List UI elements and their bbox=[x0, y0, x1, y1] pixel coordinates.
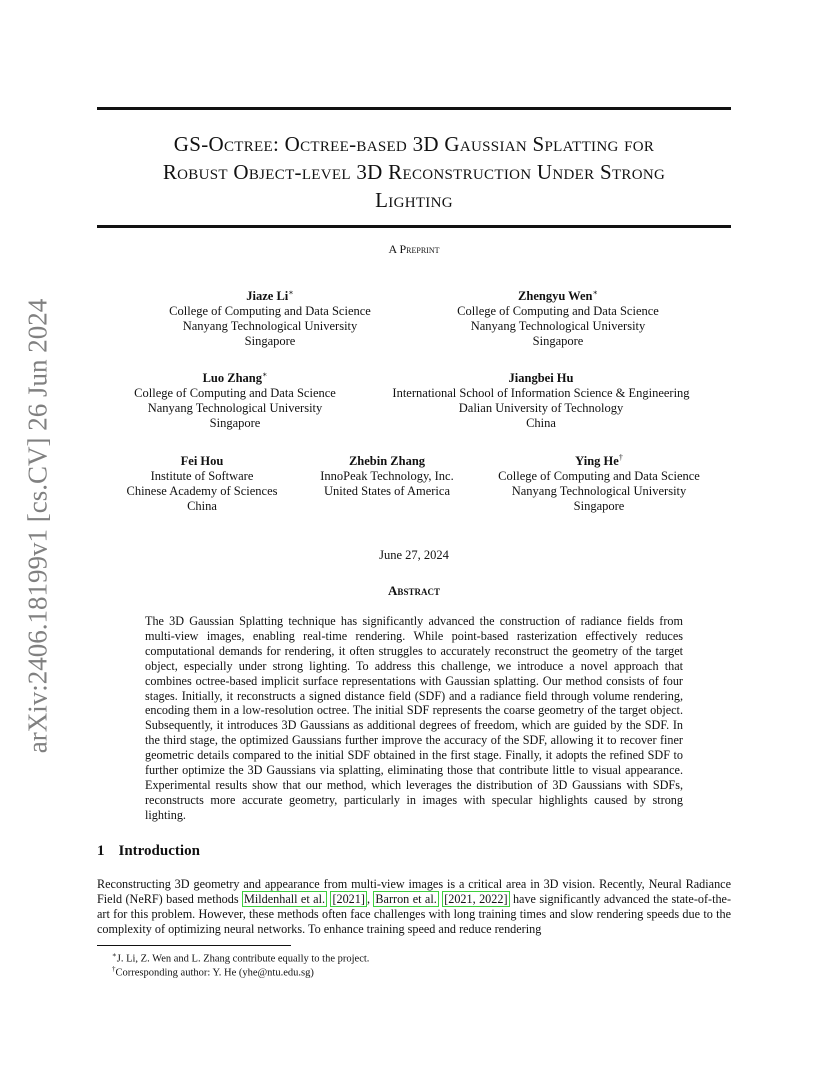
author-affiliation: College of Computing and Data Science bbox=[169, 304, 371, 319]
citation-link[interactable]: [2021, 2022] bbox=[444, 891, 508, 906]
author-affiliation: Dalian University of Technology bbox=[458, 401, 624, 416]
author-affiliation: International School of Information Science & Engineering bbox=[392, 386, 690, 401]
author-affiliation: College of Computing and Data Science bbox=[457, 304, 659, 319]
author-affiliation: Singapore bbox=[532, 334, 584, 349]
footnote-mark: † bbox=[112, 965, 116, 973]
title-top-rule bbox=[97, 107, 731, 110]
author-affiliation: College of Computing and Data Science bbox=[498, 469, 700, 484]
citation-link[interactable]: Mildenhall et al. bbox=[244, 891, 325, 906]
footnote-text: Corresponding author: Y. He (yhe@ntu.edu.sg) bbox=[115, 967, 314, 979]
title-line-2: Robust Object-level 3D Reconstruction Under Strong bbox=[162, 160, 666, 184]
footnote bbox=[112, 963, 314, 980]
author-name: Jiaze Li∗ bbox=[246, 288, 294, 304]
author-block bbox=[480, 450, 718, 514]
title-line-3: Lighting bbox=[375, 188, 453, 212]
section-number: 1 bbox=[97, 843, 105, 859]
author-affiliation: College of Computing and Data Science bbox=[134, 386, 336, 401]
author-affiliation: Nanyang Technological University bbox=[147, 401, 323, 416]
footnote-mark: ∗ bbox=[112, 951, 117, 959]
arxiv-identifier[interactable]: arXiv:2406.18199v1 [cs.CV] 26 Jun 2024 bbox=[22, 298, 53, 754]
author-name: Zhengyu Wen∗ bbox=[518, 288, 598, 304]
section-title: Introduction bbox=[118, 843, 200, 859]
author-affiliation: Nanyang Technological University bbox=[470, 319, 646, 334]
author-affiliation: United States of America bbox=[323, 484, 450, 499]
author-block bbox=[305, 450, 469, 499]
title-bottom-rule bbox=[97, 225, 731, 228]
publication-date: June 27, 2024 bbox=[379, 548, 449, 562]
author-block bbox=[112, 450, 292, 514]
author-block bbox=[438, 285, 678, 349]
author-affiliation: Chinese Academy of Sciences bbox=[126, 484, 278, 499]
author-name: Ying He† bbox=[575, 453, 623, 469]
footnote-text: J. Li, Z. Wen and L. Zhang contribute equally to the project. bbox=[116, 953, 370, 965]
title-line-1: GS-Octree: Octree-based 3D Gaussian Splatting for bbox=[173, 132, 655, 156]
author-affiliation: China bbox=[187, 499, 217, 514]
paper-title bbox=[97, 130, 731, 214]
section-heading bbox=[97, 843, 200, 860]
citation-link[interactable]: [2021] bbox=[332, 891, 365, 906]
author-affiliation: Singapore bbox=[244, 334, 296, 349]
author-affiliation: Singapore bbox=[209, 416, 261, 431]
author-name: Jiangbei Hu bbox=[508, 371, 574, 386]
author-affiliation: China bbox=[526, 416, 556, 431]
author-block bbox=[115, 367, 355, 431]
author-name: Fei Hou bbox=[180, 454, 224, 469]
author-affiliation: Nanyang Technological University bbox=[511, 484, 687, 499]
citation-link[interactable]: Barron et al. bbox=[375, 891, 437, 906]
preprint-label: A Preprint bbox=[388, 242, 440, 256]
author-block bbox=[150, 285, 390, 349]
author-affiliation: Institute of Software bbox=[150, 469, 254, 484]
author-affiliation: Nanyang Technological University bbox=[182, 319, 358, 334]
author-block bbox=[370, 367, 712, 431]
abstract-heading: Abstract bbox=[388, 583, 440, 598]
author-affiliation: InnoPeak Technology, Inc. bbox=[320, 469, 454, 484]
author-name: Zhebin Zhang bbox=[348, 454, 426, 469]
author-name: Luo Zhang∗ bbox=[202, 370, 268, 386]
abstract-text: The 3D Gaussian Splatting technique has significantly advanced the construction of radiance fields from multi-view images, enabling real-time rendering. While point-based rasterization effectively reduces computational demands for rendering, it often struggles to accurately reconstruct the geometry of the target object, especially under strong lighting. To address this challenge, we introduce a novel approach that combines octree-based implicit surface representations with Gaussian splatting. Our method consists of four stages. Initially, it reconstructs a signed distance field (SDF) and a radiance field through volume rendering, encoding them in a low-resolution octree. The initial SDF represents the coarse geometry of the target object. Subsequently, it introduces 3D Gaussians as additional degrees of freedom, which are guided by the SDF. In the third stage, the optimized Gaussians further improve the accuracy of the SDF, allowing it to recover finer geometric details compared to the initial SDF obtained in the first stage. Finally, it adopts the refined SDF to further optimize the 3D Gaussians via splatting, eliminating those that contribute little to visual appearance. Experimental results show that our method, which leverages the distribution of 3D Gaussians with SDFs, reconstructs more accurate geometry, particularly in images with specular highlights caused by strong lighting. bbox=[145, 614, 683, 822]
introduction-paragraph: Reconstructing 3D geometry and appearance from multi-view images is a critical area in 3D vision. Recently, Neural Radiance Field (NeRF) based methods Mildenhall et al. [2021] , Barron et al. [2021, 2022] have significantly advanced the state-of-the-art for this problem. However, these methods often face challenges with long training times and slow rendering speeds due to the complexity of optimizing neural networks. To enhance training speed and reduce rendering bbox=[97, 877, 732, 936]
author-affiliation: Singapore bbox=[573, 499, 625, 514]
footnote-rule bbox=[97, 945, 291, 946]
